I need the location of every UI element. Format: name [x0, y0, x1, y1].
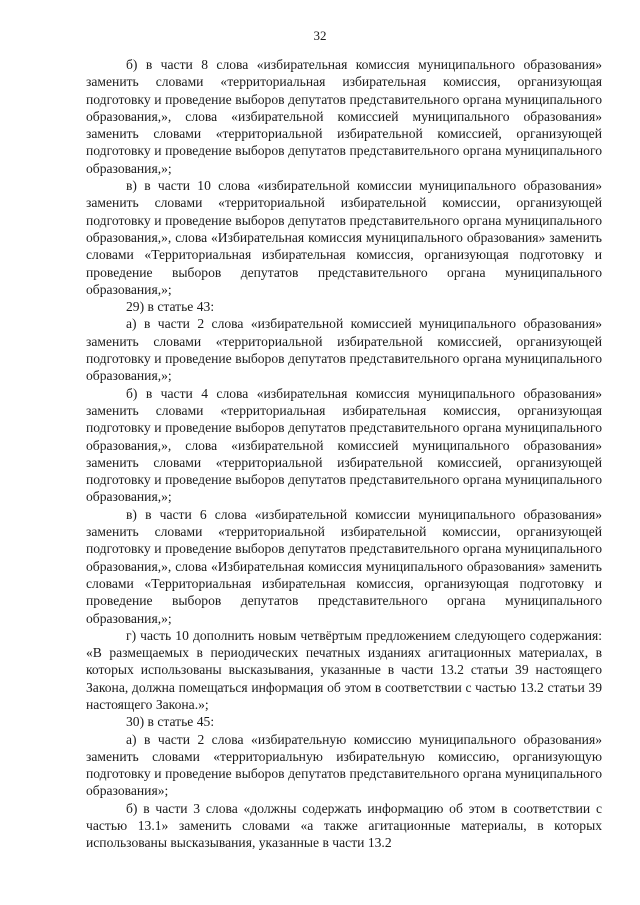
- paragraph-item-29: 29) в статье 43:: [126, 299, 215, 315]
- paragraph-29v: в) в части 6 слова «избирательной комиссии муниципального образования» заменить словами «территориальной избирательной комиссии, организующей подготовку и проведение выборов депутатов представительного органа муниципального образования,», слова «Избирательная комиссия муниципального образования» заменить словами «Территориальная избирательная комиссия, организующая подготовку и проведение выборов депутатов представительного органа муниципального образования,»;: [86, 506, 602, 626]
- paragraph-30a: а) в части 2 слова «избирательную комиссию муниципального образования» заменить словами «территориальную избирательную комиссию, организующую подготовку и проведение выборов депутатов представительного органа муниципального образования»;: [86, 731, 602, 799]
- paragraph-8b: б) в части 8 слова «избирательная комиссия муниципального образования» заменить словами «территориальная избирательная комиссия, организующая подготовку и проведение выборов депутатов представительного органа муниципального образования,», слова «избирательной комиссией муниципального образования» заменить словами «территориальной избирательной комиссией, организующей подготовку и проведение выборов депутатов представительного органа муниципального образования,»;: [86, 57, 602, 176]
- paragraph-29b: б) в части 4 слова «избирательная комиссия муниципального образования» заменить словами «территориальная избирательная комиссия, организующая подготовку и проведение выборов депутатов представительного органа муниципального образования,», слова «избирательной комиссией муниципального образования» заменить словами «территориальной избирательной комиссией, организующей подготовку и проведение выборов депутатов представительного органа муниципального образования,»;: [86, 385, 602, 505]
- page-number: 32: [313, 28, 327, 43]
- paragraph-item-30: 30) в статье 45:: [126, 714, 215, 730]
- paragraph-8v: в) в части 10 слова «избирательной комиссии муниципального образования» заменить словами «территориальной избирательной комиссии, организующей подготовку и проведение выборов депутатов представительного органа муниципального образования,», слова «Избирательная комиссия муниципального образования» заменить словами «Территориальная избирательная комиссия, организующая подготовку и проведение выборов депутатов представительного органа муниципального образования,»;: [86, 178, 602, 297]
- paragraph-29g: г) часть 10 дополнить новым четвёртым предложением следующего содержания: «В размещаемых в периодических печатных изданиях агитационных материалах, в которых использованы высказывания, указанные в части 13.2 статьи 39 настоящего Закона, должна помещаться информация об этом в соответствии с частью 13.2 статьи 39 настоящего Закона.»;: [86, 627, 602, 712]
- paragraph-30b: б) в части 3 слова «должны содержать информацию об этом в соответствии с частью 13.1» заменить словами «а также агитационные материалы, в которых использованы высказывания, указанные в части 13.2: [86, 800, 602, 851]
- document-body: [86, 56, 602, 852]
- paragraph-29a: а) в части 2 слова «избирательной комиссией муниципального образования» заменить словами «территориальной избирательной комиссией, организующей подготовку и проведение выборов депутатов представительного органа муниципального образования,»;: [86, 316, 602, 384]
